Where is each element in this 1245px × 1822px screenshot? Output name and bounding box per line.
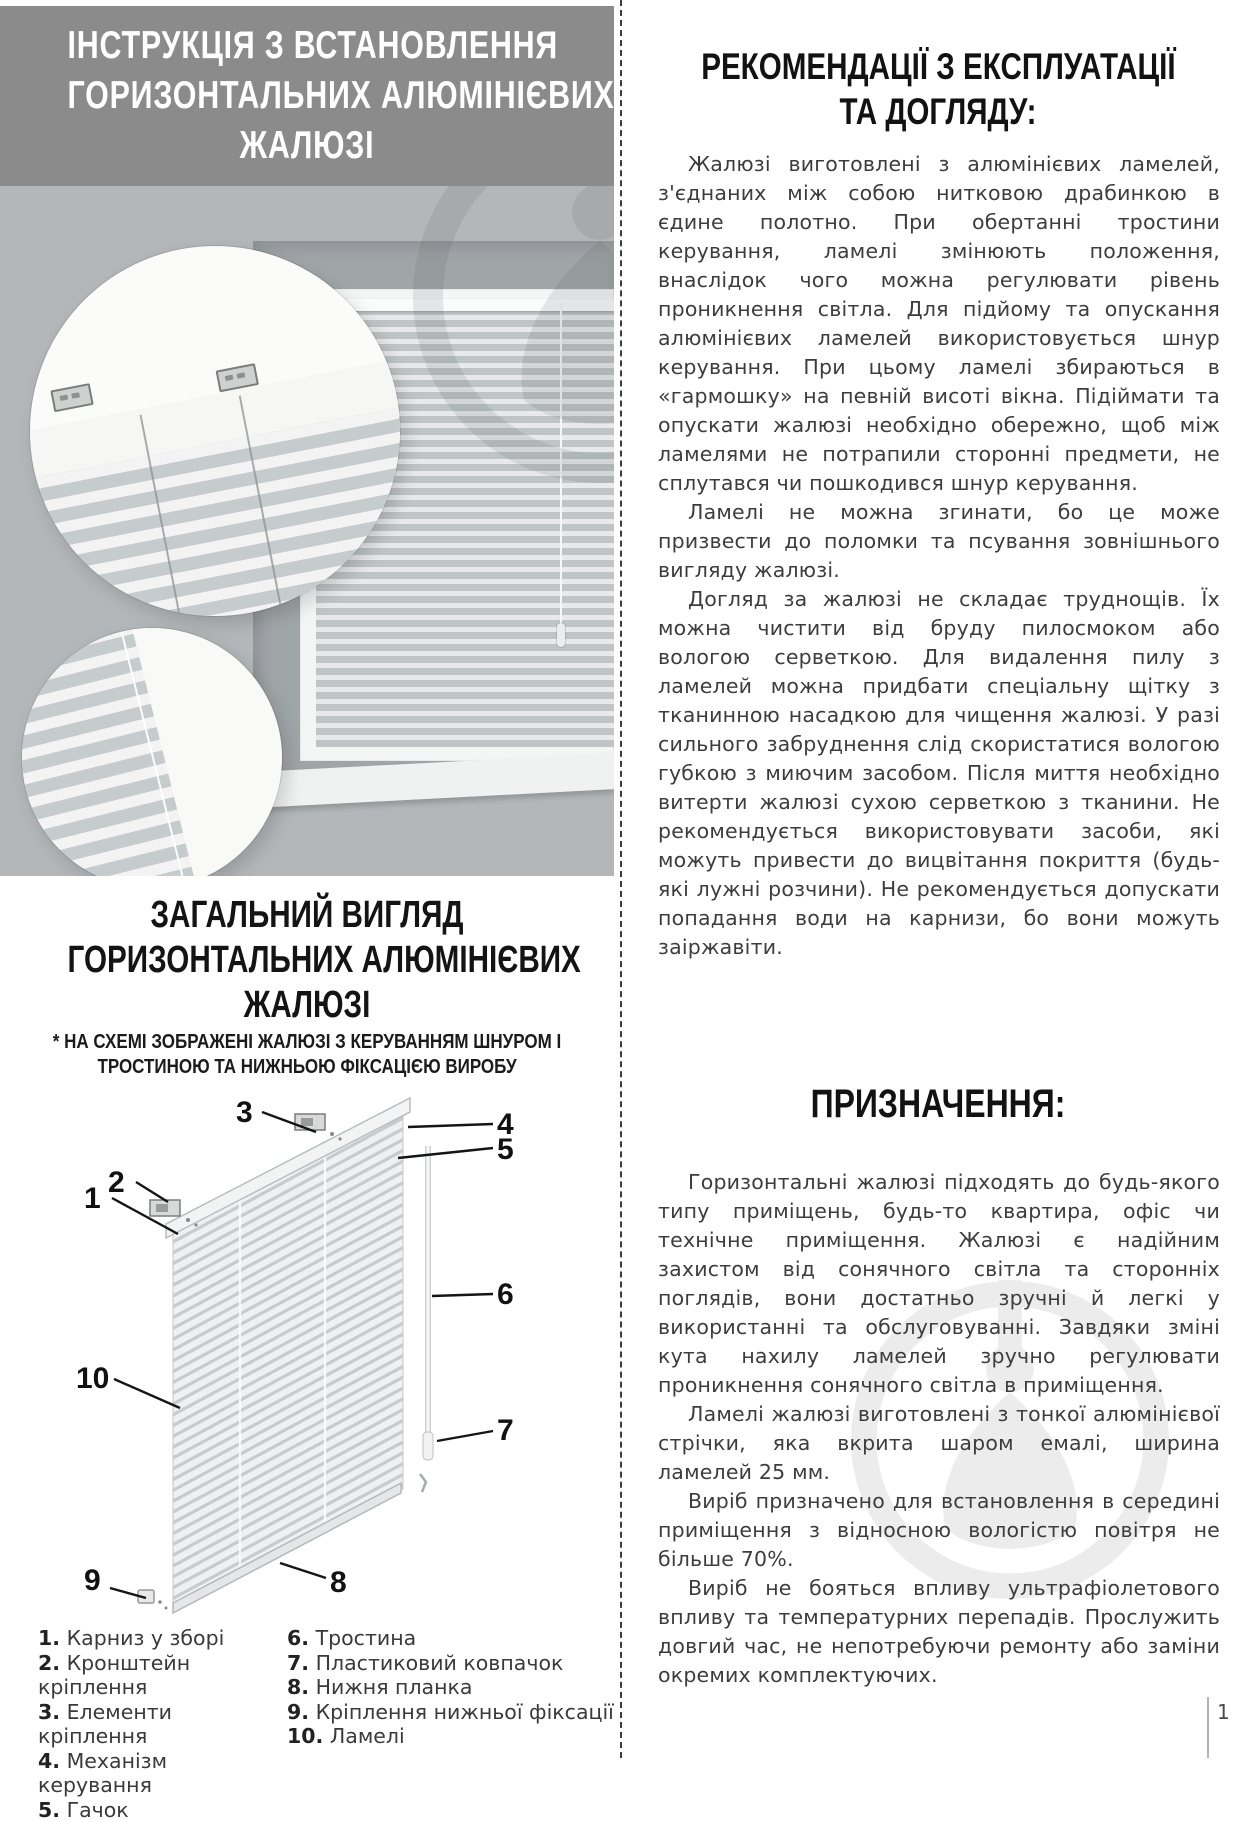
care-paragraph: Ламелі не можна згинати, бо це може призвести до поломки та псування зовнішнього вигляду жалюзі. — [658, 498, 1220, 585]
overview-title — [0, 893, 614, 1028]
care-title-line: РЕКОМЕНДАЦІЇ З ЕКСПЛУАТАЦІЇ — [701, 44, 1175, 89]
legend-item — [38, 1798, 283, 1822]
purpose-paragraph: Ламелі жалюзі виготовлені з тонкої алюмінієвої стрічки, яка вкрита шаром емалі, ширина ламелей 25 мм. — [658, 1400, 1220, 1487]
zoom-circle-bottom — [22, 628, 282, 876]
purpose-text — [642, 1168, 1234, 1690]
care-text — [642, 150, 1234, 962]
care-paragraph: Догляд за жалюзі не складає труднощів. Їх можна чистити від бруду пилосмоком або вологою серветкою. Для видалення пилу з ламелей можна придбати спеціальну щітку з тканинною насадкою для чищення жалюзі. У разі сильного забруднення слід скористатися вологою губкою з миючим засобом. Після миття необхідно витерти жалюзі сухою серветкою з тканини. Не рекомендується використовувати засоби, які можуть привести до вицвітання покриття (будь-які лужні розчини). Не рекомендується допускати попадання води на карнизи, бо вони можуть заіржавіти. — [658, 585, 1220, 962]
legend-item-number: 8. — [287, 1675, 309, 1699]
legend-item-number: 3. — [38, 1700, 60, 1724]
instruction-banner — [0, 6, 614, 186]
banner-title-line: ГОРИЗОНТАЛЬНИХ АЛЮМІНІЄВИХ — [68, 71, 547, 121]
zoom-top-detail — [30, 246, 400, 616]
zoom-circle-top — [30, 246, 400, 616]
diagram-callout-8: 8 — [330, 1566, 347, 1599]
legend-item-label: Кріплення нижньої фіксації — [316, 1700, 614, 1724]
overview-title-line: ЖАЛЮЗІ — [68, 983, 547, 1028]
legend-item-label: Карниз у зборі — [67, 1626, 225, 1650]
legend-item — [38, 1749, 283, 1798]
legend-item — [287, 1626, 617, 1651]
legend-item — [287, 1700, 617, 1725]
blinds-diagram — [0, 1042, 617, 1632]
legend-item-label: Тростина — [316, 1626, 417, 1650]
diagram-callout-10: 10 — [76, 1362, 109, 1395]
legend-item-number: 10. — [287, 1724, 323, 1748]
diagram-callout-7: 7 — [497, 1414, 514, 1447]
window-photo — [0, 186, 614, 876]
legend-item-number: 1. — [38, 1626, 60, 1650]
mount-bracket-icon — [50, 383, 93, 412]
right-column — [642, 0, 1234, 1690]
care-section-title — [642, 44, 1234, 134]
care-paragraph: Жалюзі виготовлені з алюмінієвих ламелей, з'єднаних між собою нитковою драбинкою в єдине полотно. При обертанні тростини керування, ламелі змінюють положення, внаслідок чого можна регулювати рівень проникнення світла. Для підйому та опускання алюмінієвих ламелей використовується шнур керування. При цьому ламелі збираються в «гармошку» на певній висоті вікна. Підіймати та опускати жалюзі необхідно обережно, щоб між ламелями не потрапили сторонні предмети, не сплутався чи пошкодився шнур керування. — [658, 150, 1220, 498]
overview-note-line: ТРОСТИНОЮ ТА НИЖНЬОЮ ФІКСАЦІЄЮ ВИРОБУ — [46, 1055, 568, 1080]
page-number-divider — [1207, 1697, 1209, 1758]
legend-item-label: Кронштейн кріплення — [38, 1651, 190, 1700]
diagram-callout-3: 3 — [236, 1096, 253, 1129]
diagram-callout-6: 6 — [497, 1278, 514, 1311]
legend-item — [38, 1651, 283, 1700]
overview-title-line: ГОРИЗОНТАЛЬНИХ АЛЮМІНІЄВИХ — [68, 938, 547, 983]
legend-item-number: 2. — [38, 1651, 60, 1675]
legend-item — [38, 1700, 283, 1749]
legend-item-label: Нижня планка — [316, 1675, 473, 1699]
page-number: 1 — [1217, 1700, 1230, 1724]
purpose-paragraph: Горизонтальні жалюзі підходять до будь-якого типу приміщень, будь-то квартира, офіс чи технічне приміщення. Жалюзі є надійним захистом від сонячного світла та сторонніх поглядів, вони достатньо зручні й легкі у використанні та обслуговуванні. Завдяки зміні кута нахилу ламелей зручно регулювати проникнення сонячного світла в приміщення. — [658, 1168, 1220, 1400]
purpose-paragraph: Виріб призначено для встановлення в середині приміщення з відносною вологістю повітря не більше 70%. — [658, 1487, 1220, 1574]
overview-title-line: ЗАГАЛЬНИЙ ВИГЛЯД — [68, 893, 547, 938]
purpose-title-line: ПРИЗНАЧЕННЯ: — [701, 1080, 1175, 1128]
diagram-callout-1: 1 — [84, 1182, 101, 1215]
care-title-line: ТА ДОГЛЯДУ: — [701, 89, 1175, 134]
legend-item-number: 4. — [38, 1749, 60, 1773]
legend-item-label: Гачок — [67, 1798, 129, 1822]
legend-column-2 — [287, 1626, 617, 1749]
legend-item — [38, 1626, 283, 1651]
diagram-callout-5: 5 — [497, 1133, 514, 1166]
legend-item-label: Ламелі — [330, 1724, 405, 1748]
purpose-paragraph: Виріб не бояться впливу ультрафіолетового впливу та температурних перепадів. Прослужить довгий час, не непотребуючи ремонту або заміни окремих комплектуючих. — [658, 1574, 1220, 1690]
legend-item-number: 9. — [287, 1700, 309, 1724]
diagram-callout-9: 9 — [84, 1564, 101, 1597]
column-divider — [620, 0, 622, 1758]
legend-item-number: 7. — [287, 1651, 309, 1675]
legend-item-label: Елементи кріплення — [38, 1700, 172, 1749]
legend-column-1 — [38, 1626, 283, 1822]
legend-item-number: 5. — [38, 1798, 60, 1822]
banner-title-line: ІНСТРУКЦІЯ З ВСТАНОВЛЕННЯ — [68, 21, 547, 71]
legend-item — [287, 1724, 617, 1749]
diagram-bottom-fixation-icon — [138, 1590, 168, 1610]
diagram-slats — [173, 1118, 403, 1609]
banner-title-line: ЖАЛЮЗІ — [68, 121, 547, 171]
legend-item-number: 6. — [287, 1626, 309, 1650]
diagram-hook — [420, 1474, 426, 1492]
legend-item-label: Пластиковий ковпачок — [316, 1651, 564, 1675]
legend-item — [287, 1675, 617, 1700]
overview-note-line: * НА СХЕМІ ЗОБРАЖЕНІ ЖАЛЮЗІ З КЕРУВАННЯМ ШНУРОМ І — [46, 1030, 568, 1055]
diagram-callout-4: 4 — [497, 1108, 514, 1141]
legend-item-label: Механізм керування — [38, 1749, 167, 1798]
diagram-callout-2: 2 — [108, 1166, 125, 1199]
zoom-bottom-detail — [22, 628, 282, 876]
diagram-wand-tassel — [423, 1432, 433, 1460]
blinds-cord-tassel — [557, 623, 565, 647]
purpose-section-title — [642, 1080, 1234, 1128]
legend-item — [287, 1651, 617, 1676]
blinds-cord — [560, 303, 562, 623]
